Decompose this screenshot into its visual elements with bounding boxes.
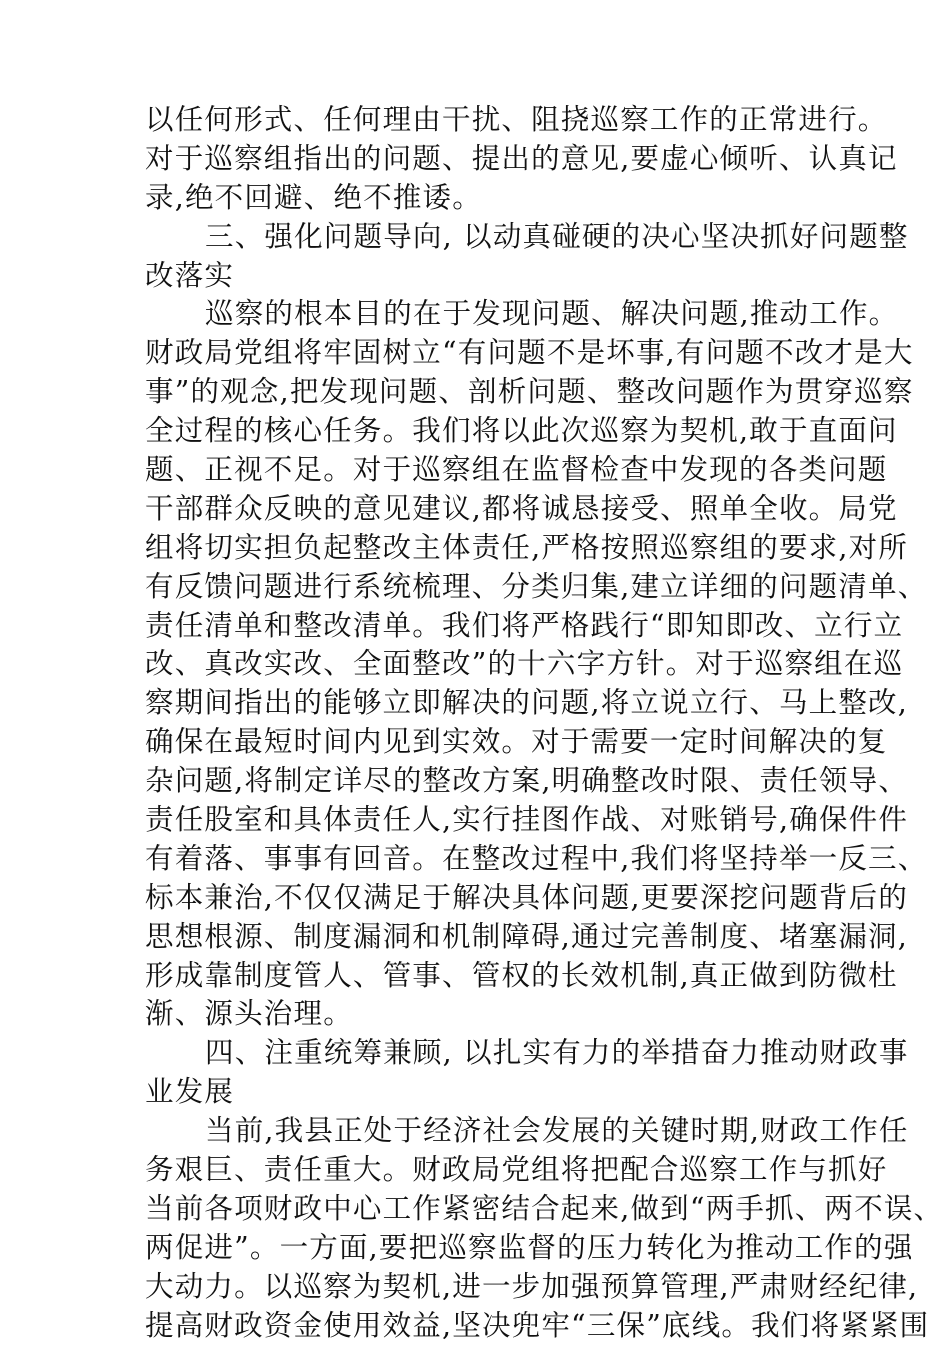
text-line: 提高财政资金使用效益,坚决兜牢“三保”底线。我们将紧紧围 <box>145 1308 930 1342</box>
text-line: 察期间指出的能够立即解决的问题,将立说立行、马上整改, <box>145 686 909 720</box>
paragraph-first-line: 三、强化问题导向, 以动真碰硬的决心坚决抓好问题整 <box>205 219 909 253</box>
text-line: 事”的观念,把发现问题、剖析问题、整改问题作为贯穿巡察 <box>145 375 914 409</box>
text-line: 务艰巨、责任重大。财政局党组将把配合巡察工作与抓好 <box>145 1153 888 1187</box>
text-line: 对于巡察组指出的问题、提出的意见,要虚心倾听、认真记 <box>145 141 898 175</box>
text-line: 全过程的核心任务。我们将以此次巡察为契机,敢于直面问 <box>145 414 898 448</box>
text-line: 组将切实担负起整改主体责任,严格按照巡察组的要求,对所 <box>145 530 909 564</box>
text-line: 干部群众反映的意见建议,都将诚恳接受、照单全收。局党 <box>145 491 898 525</box>
text-line: 财政局党组将牢固树立“有问题不是坏事,有问题不改才是大 <box>145 336 914 370</box>
text-line: 杂问题,将制定详尽的整改方案,明确整改时限、责任领导、 <box>145 764 909 798</box>
text-line: 以任何形式、任何理由干扰、阻挠巡察工作的正常进行。 <box>145 103 888 136</box>
paragraph-first-line: 当前,我县正处于经济社会发展的关键时期,财政工作任 <box>205 1114 909 1148</box>
text-line: 有着落、事事有回音。在整改过程中,我们将坚持举一反三、 <box>145 841 928 875</box>
text-line: 题、正视不足。对于巡察组在监督检查中发现的各类问题 <box>145 453 888 487</box>
text-line: 业发展 <box>145 1075 235 1109</box>
text-line: 渐、源头治理。 <box>145 997 353 1031</box>
text-line: 思想根源、制度漏洞和机制障碍,通过完善制度、堵塞漏洞, <box>145 919 909 953</box>
text-line: 有反馈问题进行系统梳理、分类归集,建立详细的问题清单、 <box>145 569 928 603</box>
text-line: 标本兼治,不仅仅满足于解决具体问题,更要深挖问题背后的 <box>145 880 909 914</box>
paragraph-first-line: 四、注重统筹兼顾, 以扎实有力的举措奋力推动财政事 <box>205 1036 909 1070</box>
text-line: 形成靠制度管人、管事、管权的长效机制,真正做到防微杜 <box>145 958 898 992</box>
paragraph-first-line: 巡察的根本目的在于发现问题、解决问题,推动工作。 <box>205 297 899 331</box>
text-line: 录,绝不回避、绝不推诿。 <box>145 180 482 214</box>
text-line: 当前各项财政中心工作紧密结合起来,做到“两手抓、两不误、 <box>145 1191 944 1225</box>
text-line: 改落实 <box>145 258 235 292</box>
text-line: 责任股室和具体责任人,实行挂图作战、对账销号,确保件件 <box>145 803 909 837</box>
text-line: 责任清单和整改清单。我们将严格践行“即知即改、立行立 <box>145 608 904 642</box>
document-page <box>145 101 944 1346</box>
text-line: 改、真改实改、全面整改”的十六字方针。对于巡察组在巡 <box>145 647 904 681</box>
text-line: 大动力。以巡察为契机,进一步加强预算管理,严肃财经纪律, <box>145 1269 919 1303</box>
text-line: 两促进”。一方面,要把巡察监督的压力转化为推动工作的强 <box>145 1230 914 1264</box>
text-line: 确保在最短时间内见到实效。对于需要一定时间解决的复 <box>145 725 888 759</box>
